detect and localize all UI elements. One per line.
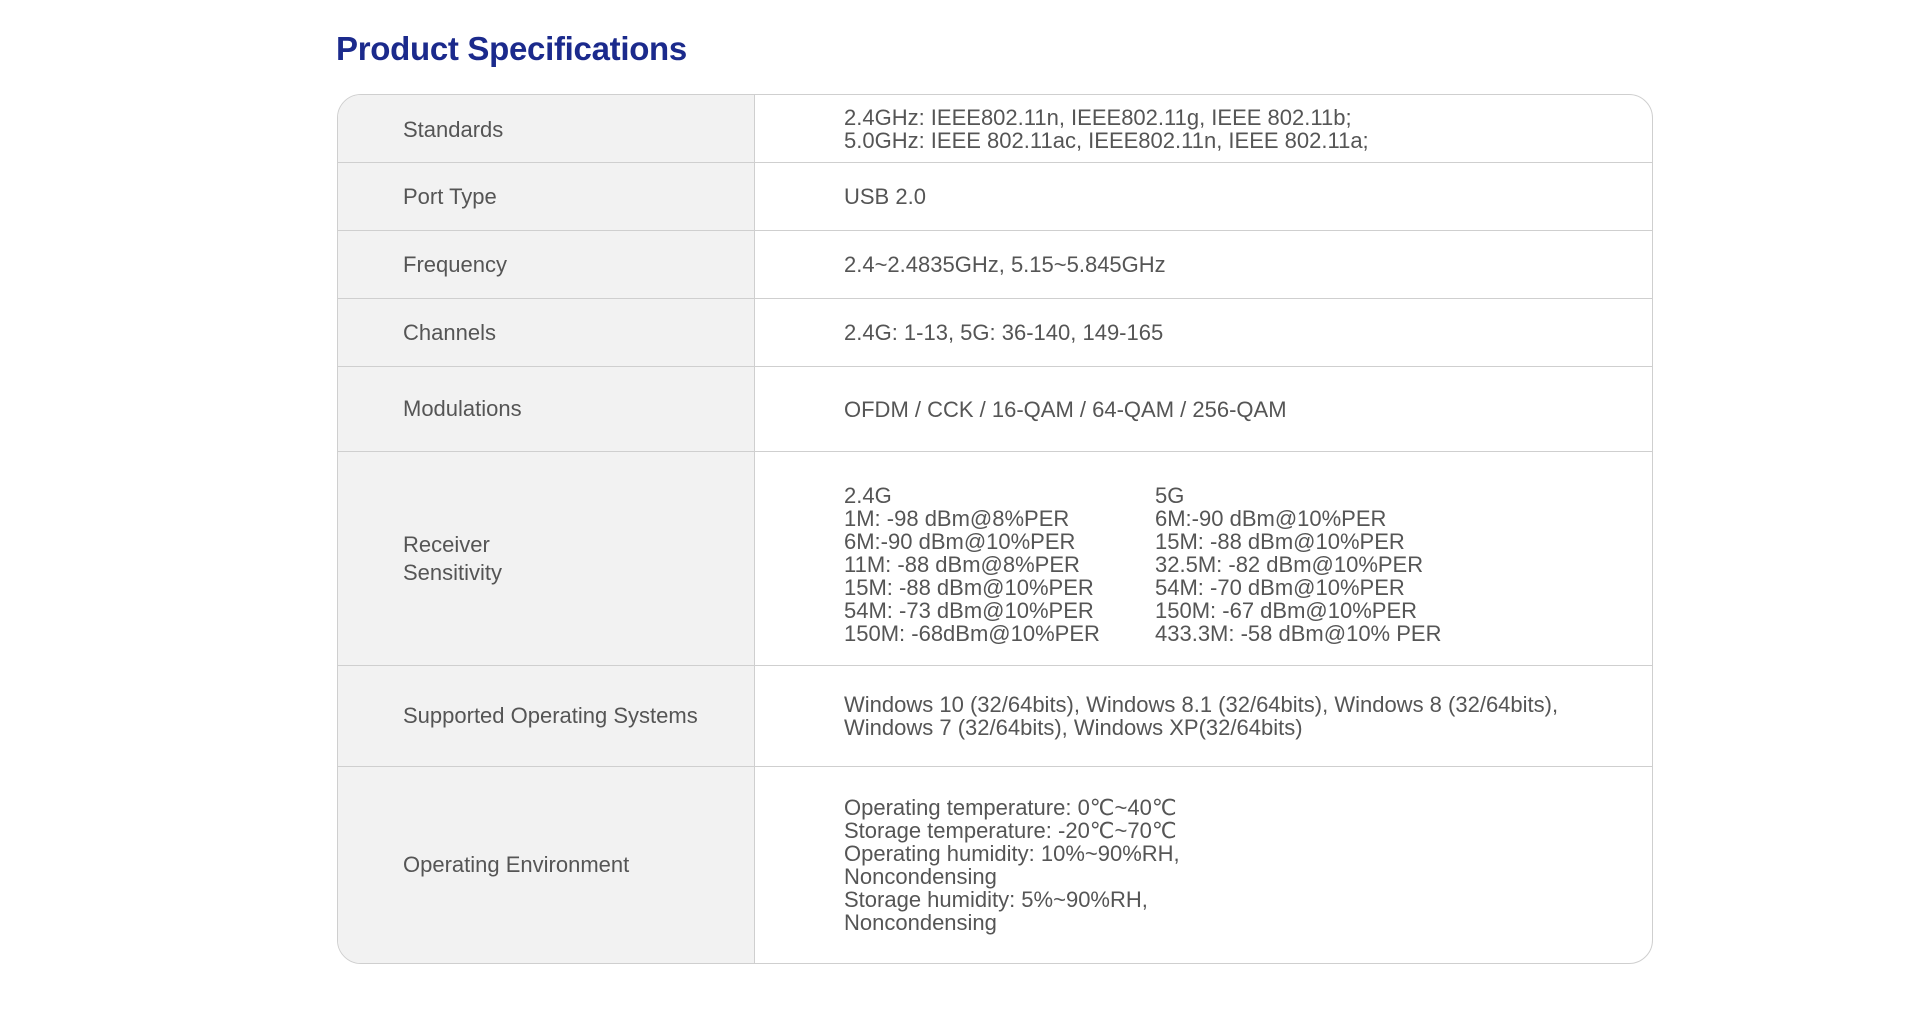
spec-label-modulations: Modulations <box>338 367 755 451</box>
spec-row-modulations <box>338 367 1652 452</box>
supported-os-line: Windows 7 (32/64bits), Windows XP(32/64bits) <box>844 715 1303 740</box>
spec-row-standards <box>338 95 1652 163</box>
operating-environment-line: Storage humidity: 5%~90%RH, <box>844 887 1148 912</box>
spec-label-channels: Channels <box>338 299 755 366</box>
spec-label-operating-environment: Operating Environment <box>338 767 755 963</box>
spec-label-port-type: Port Type <box>338 163 755 230</box>
sensitivity-entry: 15M: -88 dBm@10%PER <box>844 575 1094 600</box>
sensitivity-entry: 1M: -98 dBm@8%PER <box>844 506 1070 531</box>
page-title: Product Specifications <box>336 30 687 67</box>
receiver-sensitivity-label-line: Receiver <box>403 531 490 557</box>
sensitivity-entry: 6M:-90 dBm@10%PER <box>844 529 1076 554</box>
operating-environment-line: Operating humidity: 10%~90%RH, <box>844 841 1180 866</box>
sensitivity-entry: 32.5M: -82 dBm@10%PER <box>1155 552 1424 577</box>
standards-line: 2.4GHz: IEEE802.11n, IEEE802.11g, IEEE 802.11b; <box>844 104 1352 130</box>
standards-line: 5.0GHz: IEEE 802.11ac, IEEE802.11n, IEEE 802.11a; <box>844 127 1369 153</box>
spec-row-operating-environment <box>338 767 1652 963</box>
spec-label-supported-os: Supported Operating Systems <box>338 666 755 766</box>
sensitivity-entry: 5G <box>1155 483 1185 508</box>
supported-os-line: Windows 10 (32/64bits), Windows 8.1 (32/64bits), Windows 8 (32/64bits), <box>844 692 1559 717</box>
spec-row-port-type <box>338 163 1652 231</box>
spec-value-operating-environment <box>755 767 1652 963</box>
spec-label-frequency: Frequency <box>338 231 755 298</box>
spec-label-receiver-sensitivity <box>338 452 755 665</box>
sensitivity-entry: 6M:-90 dBm@10%PER <box>1155 506 1387 531</box>
spec-row-receiver-sensitivity <box>338 452 1652 666</box>
sensitivity-entry: 433.3M: -58 dBm@10% PER <box>1155 621 1442 646</box>
spec-table <box>337 94 1653 964</box>
operating-environment-line: Operating temperature: 0℃~40℃ <box>844 795 1177 820</box>
sensitivity-entry: 150M: -67 dBm@10%PER <box>1155 598 1418 623</box>
operating-environment-line: Noncondensing <box>844 910 997 935</box>
sensitivity-entry: 54M: -70 dBm@10%PER <box>1155 575 1405 600</box>
operating-environment-line: Noncondensing <box>844 864 997 889</box>
sensitivity-column-5g <box>1155 484 1466 645</box>
sensitivity-entry: 15M: -88 dBm@10%PER <box>1155 529 1405 554</box>
spec-value-frequency: 2.4~2.4835GHz, 5.15~5.845GHz <box>844 252 1166 277</box>
receiver-sensitivity-label-line: Sensitivity <box>403 559 503 585</box>
spec-value-receiver-sensitivity <box>755 452 1652 665</box>
spec-value-channels: 2.4G: 1-13, 5G: 36-140, 149-165 <box>844 320 1164 345</box>
spec-value-modulations: OFDM / CCK / 16-QAM / 64-QAM / 256-QAM <box>844 396 1287 422</box>
sensitivity-entry: 54M: -73 dBm@10%PER <box>844 598 1094 623</box>
spec-label-standards: Standards <box>338 95 755 162</box>
spec-value-port-type: USB 2.0 <box>844 184 926 209</box>
sensitivity-column-2-4g <box>844 484 1155 645</box>
spec-row-channels <box>338 299 1652 367</box>
operating-environment-line: Storage temperature: -20℃~70℃ <box>844 818 1177 843</box>
sensitivity-entry: 150M: -68dBm@10%PER <box>844 621 1100 646</box>
spec-value-supported-os <box>755 666 1652 766</box>
spec-row-frequency <box>338 231 1652 299</box>
spec-value-standards <box>755 95 1652 162</box>
spec-row-supported-os <box>338 666 1652 767</box>
sensitivity-entry: 2.4G <box>844 483 892 508</box>
sensitivity-entry: 11M: -88 dBm@8%PER <box>844 552 1080 577</box>
